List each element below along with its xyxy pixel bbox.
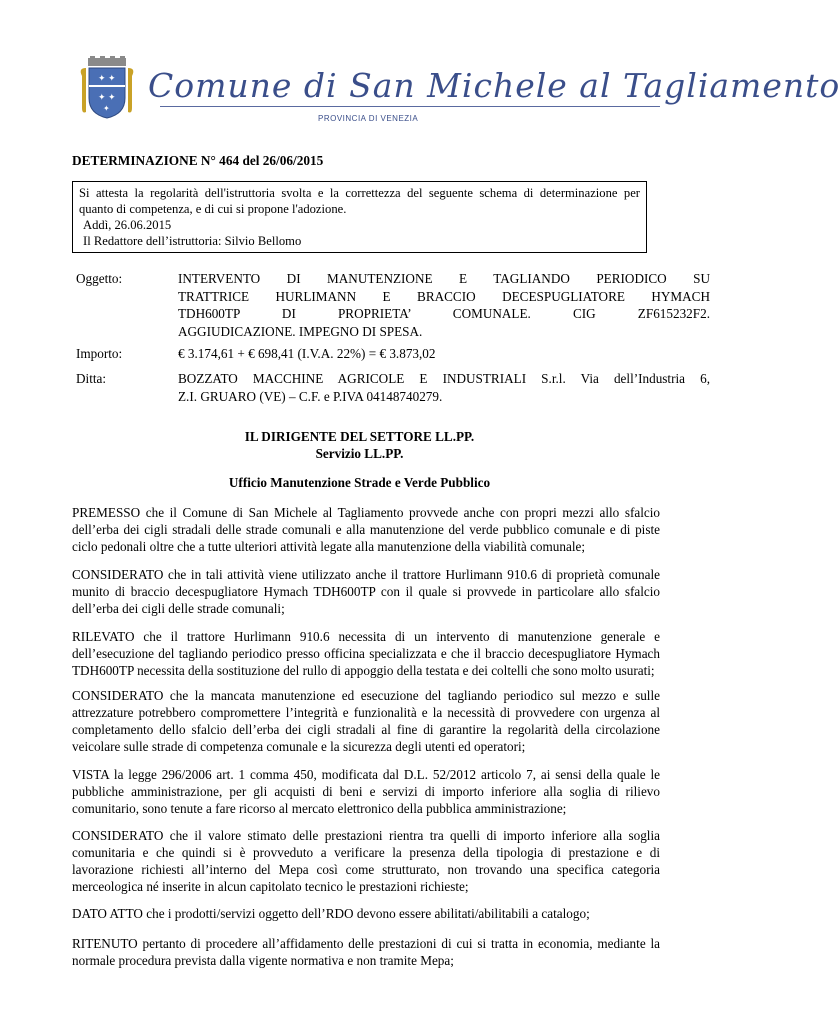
svg-text:✦: ✦ (108, 74, 116, 84)
paragraph-line: CONSIDERATO che la mancata manutenzione ed esecuzione del tagliando periodico sul mezzo e sulle (72, 688, 660, 703)
paragraph-considerato-1 (72, 566, 660, 617)
ditta-value (178, 370, 710, 405)
paragraph-line: dell’esecuzione del tagliando periodico presso officina specializzata e che il braccio decespugliatore Hymach (72, 646, 660, 661)
paragraph-line: comunitario, sono tenute a fare ricorso al mercato elettronico della pubblica amministrazione; (72, 801, 567, 816)
paragraph-line: comunitaria e che quindi si è provveduto a verificare la presenza della tipologia di prestazione e di (72, 845, 660, 860)
section-heading (72, 428, 647, 462)
ditta-label: Ditta: (76, 371, 107, 386)
attestation-author: Il Redattore dell’istruttoria: Silvio Bellomo (83, 234, 302, 248)
importo-value: € 3.174,61 + € 698,41 (I.V.A. 22%) = € 3.873,02 (178, 346, 436, 361)
svg-text:✦: ✦ (98, 74, 106, 84)
svg-text:✦: ✦ (98, 93, 106, 103)
paragraph-rilevato (72, 628, 660, 679)
paragraph-line: CONSIDERATO che in tali attività viene utilizzato anche il trattore Hurlimann 910.6 di proprietà comunale (72, 567, 660, 582)
province-label: PROVINCIA DI VENEZIA (318, 114, 419, 123)
oggetto-line: TRATTRICE HURLIMANN E BRACCIO DECESPUGLIATORE HYMACH (178, 288, 710, 304)
office-heading: Ufficio Manutenzione Strade e Verde Pubblico (228, 475, 491, 490)
paragraph-vista (72, 766, 660, 817)
paragraph-line: veicolare sulle strade di competenza comunale e la sicurezza degli utenti ed operatori; (72, 739, 526, 754)
oggetto-line: INTERVENTO DI MANUTENZIONE E TAGLIANDO PERIODICO SU (178, 271, 710, 286)
paragraph-considerato-2 (72, 687, 660, 755)
svg-text:✦: ✦ (108, 93, 116, 103)
paragraph-considerato-3 (72, 827, 660, 895)
attestation-line: Si attesta la regolarità dell'istruttoria svolta e la correttezza del seguente schema di determinazione per (79, 186, 640, 200)
paragraph-line: munito di braccio decespugliatore Hymach TDH600TP con il quale si provvede in particolare allo sfalcio (72, 584, 660, 599)
oggetto-line: AGGIUDICAZIONE. IMPEGNO DI SPESA. (178, 323, 423, 339)
municipality-logo-title: Comune di San Michele al Tagliamento (148, 66, 840, 105)
determination-title: DETERMINAZIONE N° 464 del 26/06/2015 (72, 153, 324, 168)
attestation-date: Addì, 26.06.2015 (83, 218, 172, 232)
paragraph-line: dell’erba dei cigli delle strade comunali; (72, 601, 285, 616)
paragraph-line: ciclo pedonali oltre che a tutte ulteriori attività legate alla manutenzione della viabilità comunale; (72, 539, 586, 554)
paragraph-dato-atto (72, 905, 660, 922)
attestation-box (72, 181, 647, 253)
heading-line: IL DIRIGENTE DEL SETTORE LL.PP. (244, 429, 475, 444)
paragraph-line: attrezzature potrebbero compromettere l’integrità e funzionalità e la necessità di provvedere con urgenza al (72, 705, 660, 720)
paragraph-line: RITENUTO pertanto di procedere all’affidamento delle prestazioni di cui si tratta in economia, mediante la (72, 936, 660, 951)
oggetto-value (178, 270, 710, 340)
heading-line: Servizio LL.PP. (315, 446, 404, 461)
paragraph-premesso (72, 504, 660, 555)
paragraph-line: TDH600TP necessita della sostituzione del rullo di appoggio della testata e dei coltelli che sono molto usurati; (72, 663, 655, 678)
paragraph-line: VISTA la legge 296/2006 art. 1 comma 450, modificata dal D.L. 52/2012 articolo 7, ai sensi della quale le (72, 767, 660, 782)
oggetto-line: TDH600TP DI PROPRIETA’ COMUNALE. CIG ZF615232F2. (178, 306, 710, 321)
paragraph-line: PREMESSO che il Comune di San Michele al Tagliamento provvede anche con propri mezzi allo sfalcio (72, 505, 660, 520)
paragraph-line: RILEVATO che il trattore Hurlimann 910.6 necessita di un intervento di manutenzione generale e (72, 629, 660, 644)
paragraph-ritenuto (72, 935, 660, 969)
paragraph-line: lavorazione richiesti all’interno del Mepa così come strutturato, non trovando una specifica categoria (72, 862, 660, 877)
paragraph-line: normale procedura prevista dalla vigente normativa e non tramite Mepa; (72, 953, 454, 968)
paragraph-line: completamento dello sfalcio dell’erba dei cigli stradali al fine di garantire la regolarità della circolazione (72, 722, 660, 737)
ditta-line: Z.I. GRUARO (VE) – C.F. e P.IVA 04148740279. (178, 388, 443, 404)
attestation-line: quanto di competenza, e di cui si propone l'adozione. (79, 202, 347, 216)
logo-divider (160, 106, 660, 107)
coat-of-arms-icon (78, 56, 136, 120)
paragraph-line: dell’erba dei cigli stradali delle strade comunali e alla manutenzione del verde pubblico comunale e di piste (72, 522, 660, 537)
paragraph-line: pubbliche amministrazione, per gli acquisti di beni e servizi di importo inferiore alla soglia di rilievo (72, 784, 660, 799)
paragraph-line: DATO ATTO che i prodotti/servizi oggetto dell’RDO devono essere abilitati/abilitabili a catalogo; (72, 906, 590, 921)
oggetto-label: Oggetto: (76, 271, 123, 286)
svg-text:✦: ✦ (103, 104, 110, 113)
paragraph-line: merceologica né inserite in alcun capitolato tecnico le prestazioni richieste; (72, 879, 469, 894)
ditta-line: BOZZATO MACCHINE AGRICOLE E INDUSTRIALI S.r.l. Via dell’Industria 6, (178, 371, 710, 386)
importo-label: Importo: (76, 346, 123, 361)
paragraph-line: CONSIDERATO che il valore stimato delle prestazioni rientra tra quelli di importo inferiore alla soglia (72, 828, 660, 843)
